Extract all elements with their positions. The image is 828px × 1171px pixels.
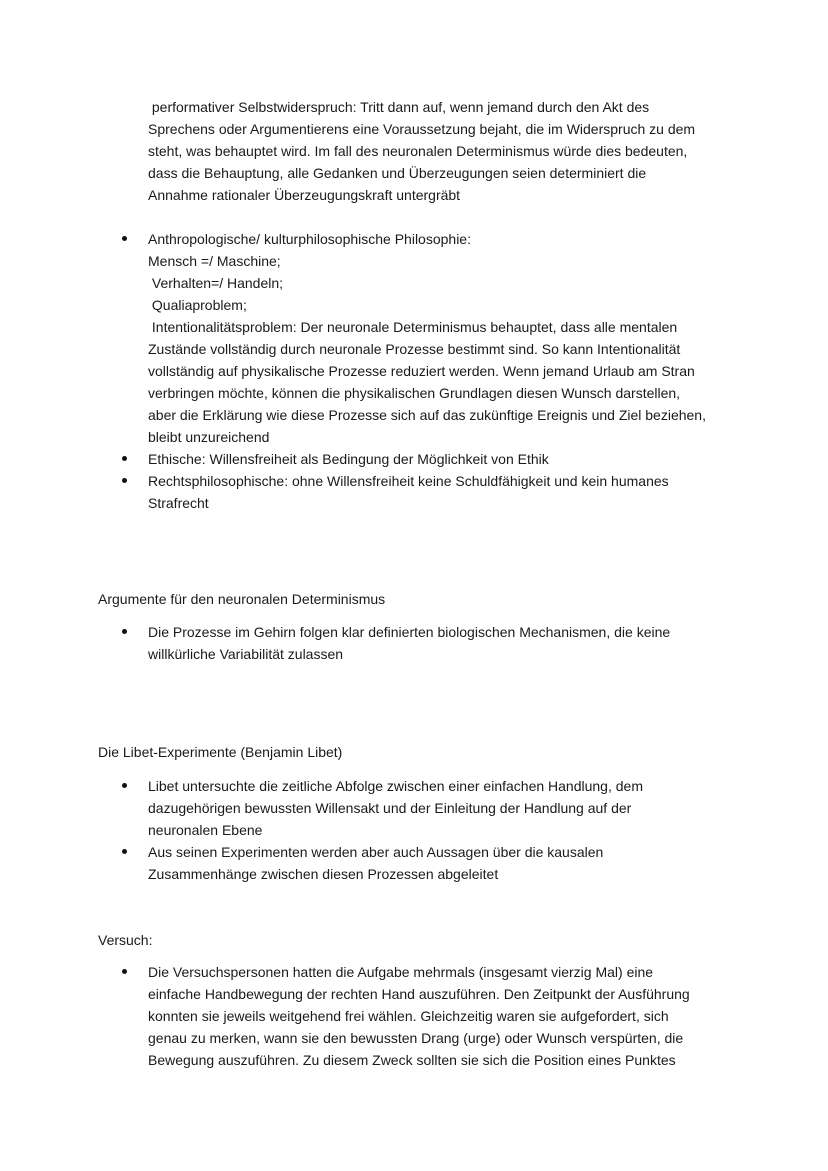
section-heading-argumente	[98, 588, 748, 610]
section-heading-versuch	[98, 929, 748, 951]
text-line: aber die Erklärung wie diese Prozesse sich auf das zukünftige Ereignis und Ziel beziehen,	[148, 407, 706, 423]
text-line: Die Prozesse im Gehirn folgen klar definierten biologischen Mechanismen, die keine	[148, 624, 671, 640]
text-line: Qualiaproblem;	[148, 297, 247, 313]
bullet-icon	[122, 456, 127, 461]
text-line: performativer Selbstwiderspruch: Tritt dann auf, wenn jemand durch den Akt des	[148, 99, 650, 115]
bullet-list-libet	[0, 775, 828, 885]
text-line: Die Versuchspersonen hatten die Aufgabe mehrmals (insgesamt vierzig Mal) eine	[148, 964, 654, 980]
text-line: Zusammenhänge zwischen diesen Prozessen abgeleitet	[148, 866, 499, 882]
section-heading: Die Libet-Experimente (Benjamin Libet)	[98, 744, 343, 760]
section-heading-libet	[98, 741, 748, 763]
list-item	[0, 621, 828, 665]
text-line: Strafrecht	[148, 495, 209, 511]
text-line: verbringen möchte, können die physikalischen Grundlagen diesen Wunsch darstellen,	[148, 385, 681, 401]
intro-paragraph	[148, 96, 748, 206]
bullet-list-objections	[0, 228, 828, 514]
text-line: steht, was behauptet wird. Im fall des neuronalen Determinismus würde dies bedeuten,	[148, 143, 688, 159]
bullet-list-versuch	[0, 961, 828, 1071]
bullet-list-argumente	[0, 621, 828, 665]
bullet-icon	[122, 478, 127, 483]
bullet-icon	[122, 849, 127, 854]
text-line: Bewegung auszuführen. Zu diesem Zweck sollten sie sich die Position eines Punktes	[148, 1052, 676, 1068]
text-line: Rechtsphilosophische: ohne Willensfreiheit keine Schuldfähigkeit und kein humanes	[148, 473, 669, 489]
list-item	[0, 775, 828, 841]
text-line: Intentionalitätsproblem: Der neuronale Determinismus behauptet, dass alle mentalen	[148, 319, 678, 335]
list-item	[0, 841, 828, 885]
text-line: bleibt unzureichend	[148, 429, 270, 445]
text-line: neuronalen Ebene	[148, 822, 263, 838]
text-line: genau zu merken, wann sie den bewussten Drang (urge) oder Wunsch verspürten, die	[148, 1030, 684, 1046]
bullet-icon	[122, 236, 127, 241]
text-line: einfache Handbewegung der rechten Hand auszuführen. Den Zeitpunkt der Ausführung	[148, 986, 690, 1002]
list-item	[0, 961, 828, 1071]
bullet-icon	[122, 783, 127, 788]
section-heading: Versuch:	[98, 932, 153, 948]
text-line: Mensch =/ Maschine;	[148, 253, 281, 269]
text-line: willkürliche Variabilität zulassen	[148, 646, 344, 662]
text-line: dass die Behauptung, alle Gedanken und Überzeugungen seien determiniert die	[148, 165, 647, 181]
text-line: vollständig auf physikalische Prozesse reduziert werden. Wenn jemand Urlaub am Stran	[148, 363, 695, 379]
section-heading: Argumente für den neuronalen Determinismus	[98, 591, 386, 607]
text-line: Verhalten=/ Handeln;	[148, 275, 284, 291]
text-line: Annahme rationaler Überzeugungskraft untergräbt	[148, 187, 461, 203]
list-item	[0, 470, 828, 514]
text-line: Libet untersuchte die zeitliche Abfolge zwischen einer einfachen Handlung, dem	[148, 778, 643, 794]
text-line: Anthropologische/ kulturphilosophische Philosophie:	[148, 231, 471, 247]
text-line: dazugehörigen bewussten Willensakt und der Einleitung der Handlung auf der	[148, 800, 632, 816]
bullet-icon	[122, 629, 127, 634]
text-line: Ethische: Willensfreiheit als Bedingung der Möglichkeit von Ethik	[148, 451, 549, 467]
bullet-icon	[122, 969, 127, 974]
text-line: Sprechens oder Argumentierens eine Voraussetzung bejaht, die im Widerspruch zu dem	[148, 121, 696, 137]
list-item	[0, 228, 828, 448]
text-line: konnten sie jeweils weitgehend frei wählen. Gleichzeitig waren sie aufgefordert, sich	[148, 1008, 669, 1024]
text-line: Zustände vollständig durch neuronale Prozesse bestimmt sind. So kann Intentionalität	[148, 341, 681, 357]
list-item	[0, 448, 828, 470]
text-line: Aus seinen Experimenten werden aber auch Aussagen über die kausalen	[148, 844, 604, 860]
